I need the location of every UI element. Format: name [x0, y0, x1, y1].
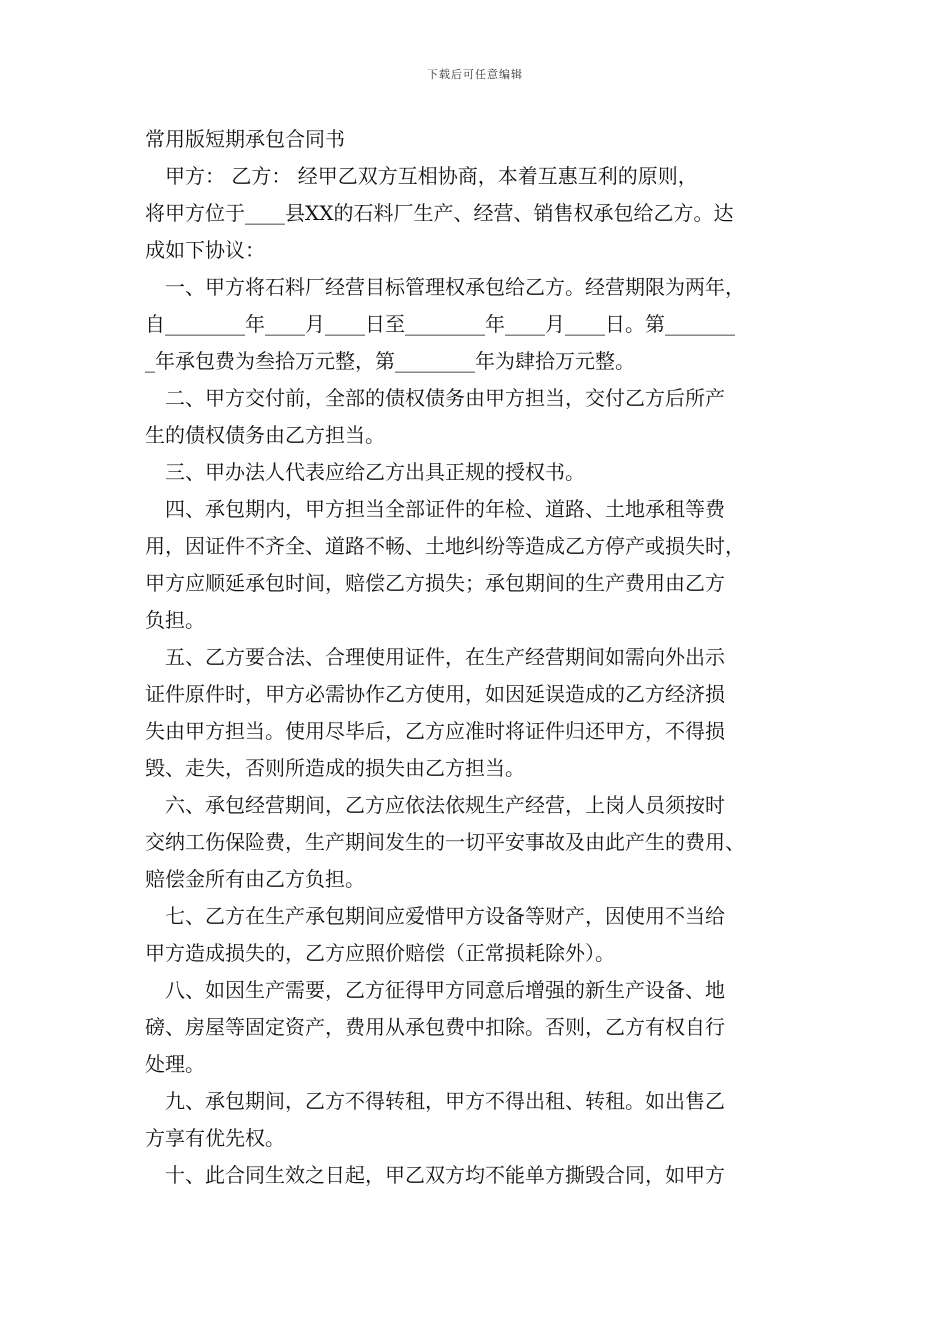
text-line: 赔偿金所有由乙方负担。: [145, 867, 365, 891]
text-line: 生的债权债务由乙方担当。: [145, 423, 385, 447]
text-line: 一、甲方将石料厂经营目标管理权承包给乙方。经营期限为两年，: [165, 275, 745, 299]
text-line: 证件原件时，甲方必需协作乙方使用，如因延误造成的乙方经济损: [145, 682, 725, 706]
text-line: 自________年____月____日至________年____月____日。第_______: [145, 312, 735, 336]
text-line: 四、承包期内，甲方担当全部证件的年检、道路、土地承租等费: [165, 497, 725, 521]
paragraph-clause-3: [145, 454, 825, 491]
text-line: 负担。: [145, 608, 205, 632]
text-line: 成如下协议：: [145, 238, 265, 262]
text-line: 处理。: [145, 1052, 205, 1076]
text-line: 五、乙方要合法、合理使用证件，在生产经营期间如需向外出示: [165, 645, 725, 669]
text-line: 甲方造成损失的，乙方应照价赔偿（正常损耗除外）。: [145, 941, 615, 965]
paragraph-clause-7: [145, 898, 825, 972]
paragraph-clause-1: [145, 269, 825, 380]
text-line: 将甲方位于____县XX的石料厂生产、经营、销售权承包给乙方。达: [145, 201, 734, 225]
paragraph-clause-10: [145, 1157, 825, 1194]
text-line: _年承包费为叁拾万元整，第________年为肆拾万元整。: [145, 349, 635, 373]
text-line: 十、此合同生效之日起，甲乙双方均不能单方撕毁合同，如甲方: [165, 1163, 725, 1187]
document-title: 常用版短期承包合同书: [145, 127, 345, 151]
text-line: 六、承包经营期间，乙方应依法依规生产经营，上岗人员须按时: [165, 793, 725, 817]
text-line: 八、如因生产需要，乙方征得甲方同意后增强的新生产设备、地: [165, 978, 725, 1002]
text-line: 磅、房屋等固定资产，费用从承包费中扣除。否则，乙方有权自行: [145, 1015, 725, 1039]
paragraph-clause-6: [145, 787, 825, 898]
text-line: 七、乙方在生产承包期间应爱惜甲方设备等财产，因使用不当给: [165, 904, 725, 928]
text-line: 方享有优先权。: [145, 1126, 285, 1150]
text-line: 三、甲办法人代表应给乙方出具正规的授权书。: [165, 460, 585, 484]
text-line: 九、承包期间，乙方不得转租，甲方不得出租、转租。如出售乙: [165, 1089, 725, 1113]
text-line: 甲方： 乙方： 经甲乙双方互相协商，本着互惠互利的原则，: [165, 164, 698, 188]
paragraph-clause-9: [145, 1083, 825, 1157]
paragraph-preamble: [145, 158, 825, 269]
text-line: 甲方应顺延承包时间，赔偿乙方损失；承包期间的生产费用由乙方: [145, 571, 725, 595]
paragraph-clause-2: [145, 380, 825, 454]
text-line: 失由甲方担当。使用尽毕后，乙方应准时将证件归还甲方，不得损: [145, 719, 725, 743]
text-line: 毁、走失，否则所造成的损失由乙方担当。: [145, 756, 525, 780]
document-body: [145, 121, 825, 1194]
header-note: 下载后可任意编辑: [427, 68, 523, 81]
text-line: 交纳工伤保险费，生产期间发生的一切平安事故及由此产生的费用、: [145, 830, 745, 854]
text-line: 用，因证件不齐全、道路不畅、土地纠纷等造成乙方停产或损失时，: [145, 534, 745, 558]
paragraph-clause-4: [145, 491, 825, 639]
paragraph-clause-5: [145, 639, 825, 787]
text-line: 二、甲方交付前，全部的债权债务由甲方担当，交付乙方后所产: [165, 386, 725, 410]
paragraph-clause-8: [145, 972, 825, 1083]
